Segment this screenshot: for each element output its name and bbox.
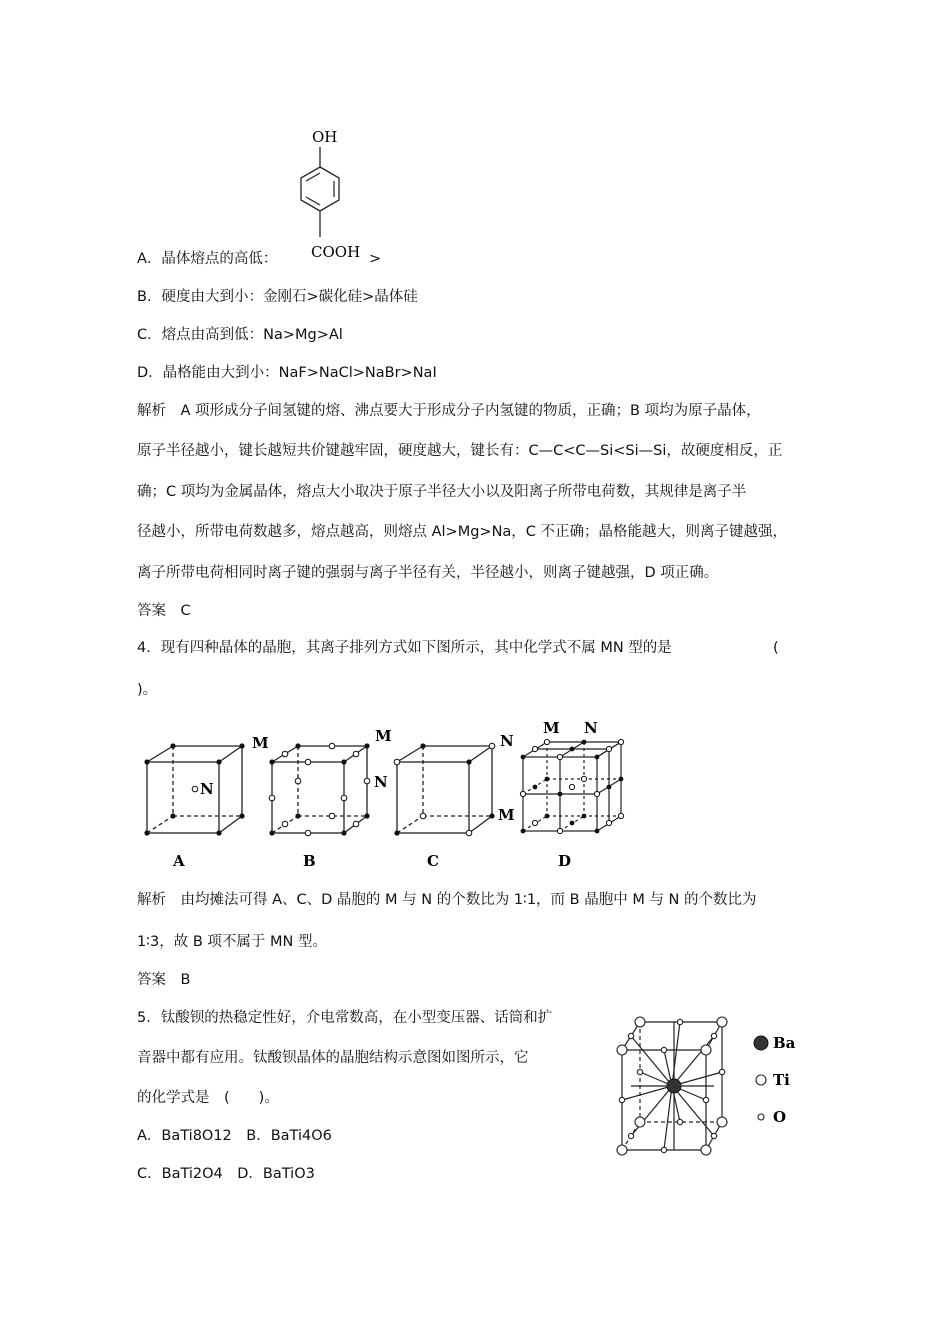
q3-answer: 答案 C	[137, 603, 191, 619]
q4-analysis-line: 解析 由均摊法可得 A、C、D 晶胞的 M 与 N 的个数比为 1∶1，而 B 晶胞中 M 与 N 的个数比为	[137, 892, 757, 908]
q4-analysis-line: 1∶3，故 B 项不属于 MN 型。	[137, 934, 327, 950]
cell-b-atoms	[269, 743, 370, 836]
cell-d-n-label: N	[584, 719, 598, 737]
q5-options-line: C．BaTi2O4 D．BaTiO3	[137, 1166, 315, 1182]
cell-b-n-label: N	[374, 773, 388, 791]
q5-stem-line: 5．钛酸钡的热稳定性好，介电常数高，在小型变压器、话筒和扩	[137, 1010, 553, 1026]
cell-c-m-label: M	[498, 806, 515, 824]
legend-ti-marker	[756, 1075, 766, 1085]
q4-answer: 答案 B	[137, 972, 191, 988]
q5-stem-line: 音器中都有应用。钛酸钡晶体的晶胞结构示意图如图所示，它	[137, 1050, 529, 1066]
cell-b-m-label: M	[375, 727, 392, 745]
legend-o-label: O	[773, 1108, 787, 1126]
q4-paren-close: )。	[137, 682, 158, 698]
legend-o-marker	[758, 1114, 764, 1120]
cell-a-caption: A	[173, 852, 185, 870]
barium-titanate-cell-figure	[610, 1010, 810, 1160]
cell-a-n-label: N	[200, 780, 214, 798]
legend-ba-marker	[754, 1036, 768, 1050]
hydroxybenzoic-acid-structure	[290, 125, 380, 265]
cooh-label: COOH	[311, 243, 361, 261]
cell-c-n-label: N	[500, 732, 514, 750]
legend-ba-label: Ba	[773, 1034, 796, 1052]
cell-b-caption: B	[303, 852, 316, 870]
cell-d-atoms	[520, 739, 623, 833]
q4-stem: 4．现有四种晶体的晶胞，其离子排列方式如下图所示，其中化学式不属 MN 型的是	[137, 640, 672, 656]
q5-stem-line: 的化学式是 ( )。	[137, 1090, 279, 1106]
q4-crystal-cells-figure	[140, 712, 640, 872]
legend-ti-label: Ti	[773, 1071, 790, 1089]
q4-paren-open: (	[773, 640, 779, 656]
q5-options-line: A．BaTi8O12 B．BaTi4O6	[137, 1128, 332, 1144]
cell-d-caption: D	[558, 852, 572, 870]
q3-option-a-tail: >	[369, 251, 382, 267]
cell-c-caption: C	[427, 852, 439, 870]
oh-label: OH	[312, 128, 338, 146]
q3-option-c: C．熔点由高到低：Na>Mg>Al	[137, 327, 343, 343]
cell-a-m-label: M	[252, 734, 269, 752]
cell-a-atoms	[144, 743, 244, 835]
q3-analysis-line: 原子半径越小，键长越短共价键越牢固，硬度越大，键长有：C—C<C—Si<Si—Si，故硬度相反，正	[137, 443, 783, 459]
q3-analysis-line: 离子所带电荷相同时离子键的强弱与离子半径有关，半径越小，则离子键越强，D 项正确。	[137, 565, 719, 581]
cell-d-m-label: M	[543, 719, 560, 737]
q3-option-a: A．晶体熔点的高低：	[137, 251, 278, 267]
q3-analysis-line: 确；C 项均为金属晶体，熔点大小取决于原子半径大小以及阳离子所带电荷数，其规律是离子半	[137, 484, 747, 500]
q3-option-d: D．晶格能由大到小：NaF>NaCl>NaBr>NaI	[137, 365, 437, 381]
q3-option-b: B．硬度由大到小：金刚石>碳化硅>晶体硅	[137, 289, 418, 305]
q3-analysis-line: 解析 A 项形成分子间氢键的熔、沸点要大于形成分子内氢键的物质，正确；B 项均为原子晶体，	[137, 403, 761, 419]
cell-c-atoms	[394, 743, 495, 836]
cell-b	[272, 746, 367, 833]
q3-analysis-line: 径越小，所带电荷数越多，熔点越高，则熔点 Al>Mg>Na，C 不正确；晶格能越大，则离子键越强，	[137, 524, 788, 540]
cell-c	[397, 746, 492, 833]
